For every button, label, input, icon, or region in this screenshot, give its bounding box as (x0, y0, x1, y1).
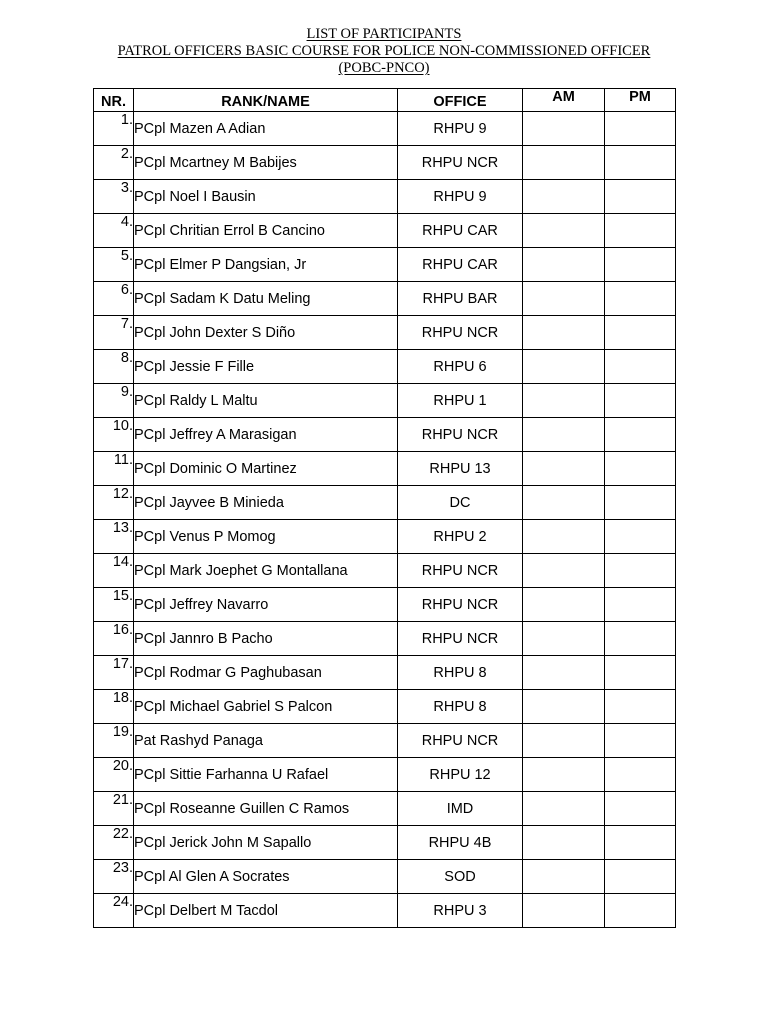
pm-attendance-cell (605, 690, 676, 724)
office-cell: RHPU 6 (398, 350, 523, 384)
am-attendance-cell (523, 384, 605, 418)
row-number-cell: 19. (94, 724, 134, 758)
table-row (94, 894, 676, 928)
pm-attendance-cell (605, 112, 676, 146)
participants-table-body (94, 112, 676, 928)
pm-attendance-cell (605, 826, 676, 860)
participant-name-cell: PCpl Venus P Momog (134, 520, 398, 554)
pm-attendance-cell (605, 588, 676, 622)
table-row (94, 112, 676, 146)
participant-name-cell: PCpl Al Glen A Socrates (134, 860, 398, 894)
pm-attendance-cell (605, 146, 676, 180)
am-attendance-cell (523, 180, 605, 214)
office-cell: RHPU BAR (398, 282, 523, 316)
office-cell: RHPU 1 (398, 384, 523, 418)
column-header-am: AM (523, 89, 605, 112)
document-header (0, 26, 768, 77)
row-number-cell: 13. (94, 520, 134, 554)
office-cell: RHPU CAR (398, 214, 523, 248)
participant-name-cell: PCpl Jayvee B Minieda (134, 486, 398, 520)
table-row (94, 248, 676, 282)
am-attendance-cell (523, 860, 605, 894)
pm-attendance-cell (605, 554, 676, 588)
office-cell: RHPU 13 (398, 452, 523, 486)
participant-name-cell: PCpl Elmer P Dangsian, Jr (134, 248, 398, 282)
participant-name-cell: PCpl Roseanne Guillen C Ramos (134, 792, 398, 826)
participant-name-cell: PCpl Noel I Bausin (134, 180, 398, 214)
row-number-cell: 23. (94, 860, 134, 894)
table-row (94, 384, 676, 418)
row-number-cell: 6. (94, 282, 134, 316)
am-attendance-cell (523, 724, 605, 758)
am-attendance-cell (523, 656, 605, 690)
table-row (94, 792, 676, 826)
table-row (94, 520, 676, 554)
row-number-cell: 4. (94, 214, 134, 248)
table-row (94, 350, 676, 384)
row-number-cell: 21. (94, 792, 134, 826)
table-header-row (94, 89, 676, 112)
office-cell: RHPU NCR (398, 622, 523, 656)
column-header-office: OFFICE (398, 89, 523, 112)
office-cell: RHPU NCR (398, 724, 523, 758)
row-number-cell: 1. (94, 112, 134, 146)
office-cell: RHPU NCR (398, 316, 523, 350)
participant-name-cell: PCpl Jeffrey Navarro (134, 588, 398, 622)
table-row (94, 282, 676, 316)
am-attendance-cell (523, 622, 605, 656)
row-number-cell: 12. (94, 486, 134, 520)
pm-attendance-cell (605, 350, 676, 384)
office-cell: RHPU CAR (398, 248, 523, 282)
am-attendance-cell (523, 418, 605, 452)
pm-attendance-cell (605, 418, 676, 452)
table-row (94, 486, 676, 520)
participant-name-cell: PCpl Mcartney M Babijes (134, 146, 398, 180)
participant-name-cell: PCpl Jeffrey A Marasigan (134, 418, 398, 452)
row-number-cell: 2. (94, 146, 134, 180)
column-header-pm: PM (605, 89, 676, 112)
pm-attendance-cell (605, 316, 676, 350)
participant-name-cell: PCpl Dominic O Martinez (134, 452, 398, 486)
am-attendance-cell (523, 826, 605, 860)
participant-name-cell: PCpl Delbert M Tacdol (134, 894, 398, 928)
am-attendance-cell (523, 350, 605, 384)
row-number-cell: 22. (94, 826, 134, 860)
table-row (94, 860, 676, 894)
office-cell: RHPU 12 (398, 758, 523, 792)
participant-name-cell: PCpl Jessie F Fille (134, 350, 398, 384)
table-row (94, 180, 676, 214)
am-attendance-cell (523, 214, 605, 248)
pm-attendance-cell (605, 452, 676, 486)
pm-attendance-cell (605, 792, 676, 826)
row-number-cell: 3. (94, 180, 134, 214)
row-number-cell: 11. (94, 452, 134, 486)
office-cell: RHPU NCR (398, 146, 523, 180)
table-row (94, 826, 676, 860)
am-attendance-cell (523, 146, 605, 180)
am-attendance-cell (523, 248, 605, 282)
table-row (94, 418, 676, 452)
participant-name-cell: PCpl Mark Joephet G Montallana (134, 554, 398, 588)
participant-name-cell: PCpl Mazen A Adian (134, 112, 398, 146)
participants-table (93, 88, 676, 928)
row-number-cell: 17. (94, 656, 134, 690)
pm-attendance-cell (605, 758, 676, 792)
participant-name-cell: PCpl John Dexter S Diño (134, 316, 398, 350)
course-title: PATROL OFFICERS BASIC COURSE FOR POLICE NON-COMMISSIONED OFFICER (117, 43, 651, 59)
row-number-cell: 14. (94, 554, 134, 588)
participant-name-cell: PCpl Rodmar G Paghubasan (134, 656, 398, 690)
am-attendance-cell (523, 282, 605, 316)
am-attendance-cell (523, 792, 605, 826)
office-cell: RHPU 8 (398, 690, 523, 724)
row-number-cell: 9. (94, 384, 134, 418)
pm-attendance-cell (605, 384, 676, 418)
pm-attendance-cell (605, 214, 676, 248)
office-cell: RHPU 8 (398, 656, 523, 690)
office-cell: IMD (398, 792, 523, 826)
pm-attendance-cell (605, 282, 676, 316)
row-number-cell: 8. (94, 350, 134, 384)
office-cell: RHPU NCR (398, 588, 523, 622)
row-number-cell: 16. (94, 622, 134, 656)
office-cell: SOD (398, 860, 523, 894)
office-cell: RHPU NCR (398, 554, 523, 588)
pm-attendance-cell (605, 622, 676, 656)
row-number-cell: 24. (94, 894, 134, 928)
row-number-cell: 15. (94, 588, 134, 622)
am-attendance-cell (523, 690, 605, 724)
table-row (94, 690, 676, 724)
pm-attendance-cell (605, 486, 676, 520)
table-row (94, 758, 676, 792)
participant-name-cell: PCpl Raldy L Maltu (134, 384, 398, 418)
participant-name-cell: Pat Rashyd Panaga (134, 724, 398, 758)
table-row (94, 146, 676, 180)
table-row (94, 588, 676, 622)
pm-attendance-cell (605, 724, 676, 758)
participant-name-cell: PCpl Michael Gabriel S Palcon (134, 690, 398, 724)
am-attendance-cell (523, 316, 605, 350)
participant-name-cell: PCpl Sadam K Datu Meling (134, 282, 398, 316)
table-row (94, 214, 676, 248)
am-attendance-cell (523, 894, 605, 928)
pm-attendance-cell (605, 656, 676, 690)
row-number-cell: 20. (94, 758, 134, 792)
participant-name-cell: PCpl Jannro B Pacho (134, 622, 398, 656)
office-cell: RHPU 3 (398, 894, 523, 928)
pm-attendance-cell (605, 180, 676, 214)
am-attendance-cell (523, 486, 605, 520)
column-header-rank-name: RANK/NAME (134, 89, 398, 112)
am-attendance-cell (523, 554, 605, 588)
table-row (94, 316, 676, 350)
pm-attendance-cell (605, 894, 676, 928)
table-row (94, 622, 676, 656)
office-cell: RHPU NCR (398, 418, 523, 452)
am-attendance-cell (523, 520, 605, 554)
participant-name-cell: PCpl Chritian Errol B Cancino (134, 214, 398, 248)
course-code: (POBC-PNCO) (338, 60, 430, 76)
table-row (94, 554, 676, 588)
table-row (94, 452, 676, 486)
table-row (94, 656, 676, 690)
participant-name-cell: PCpl Sittie Farhanna U Rafael (134, 758, 398, 792)
row-number-cell: 7. (94, 316, 134, 350)
office-cell: RHPU 4B (398, 826, 523, 860)
table-row (94, 724, 676, 758)
column-header-nr: NR. (94, 89, 134, 112)
row-number-cell: 10. (94, 418, 134, 452)
pm-attendance-cell (605, 860, 676, 894)
row-number-cell: 18. (94, 690, 134, 724)
document-title: LIST OF PARTICIPANTS (306, 26, 462, 42)
office-cell: DC (398, 486, 523, 520)
row-number-cell: 5. (94, 248, 134, 282)
pm-attendance-cell (605, 520, 676, 554)
am-attendance-cell (523, 112, 605, 146)
office-cell: RHPU 9 (398, 112, 523, 146)
participant-name-cell: PCpl Jerick John M Sapallo (134, 826, 398, 860)
am-attendance-cell (523, 452, 605, 486)
office-cell: RHPU 2 (398, 520, 523, 554)
pm-attendance-cell (605, 248, 676, 282)
am-attendance-cell (523, 758, 605, 792)
am-attendance-cell (523, 588, 605, 622)
office-cell: RHPU 9 (398, 180, 523, 214)
